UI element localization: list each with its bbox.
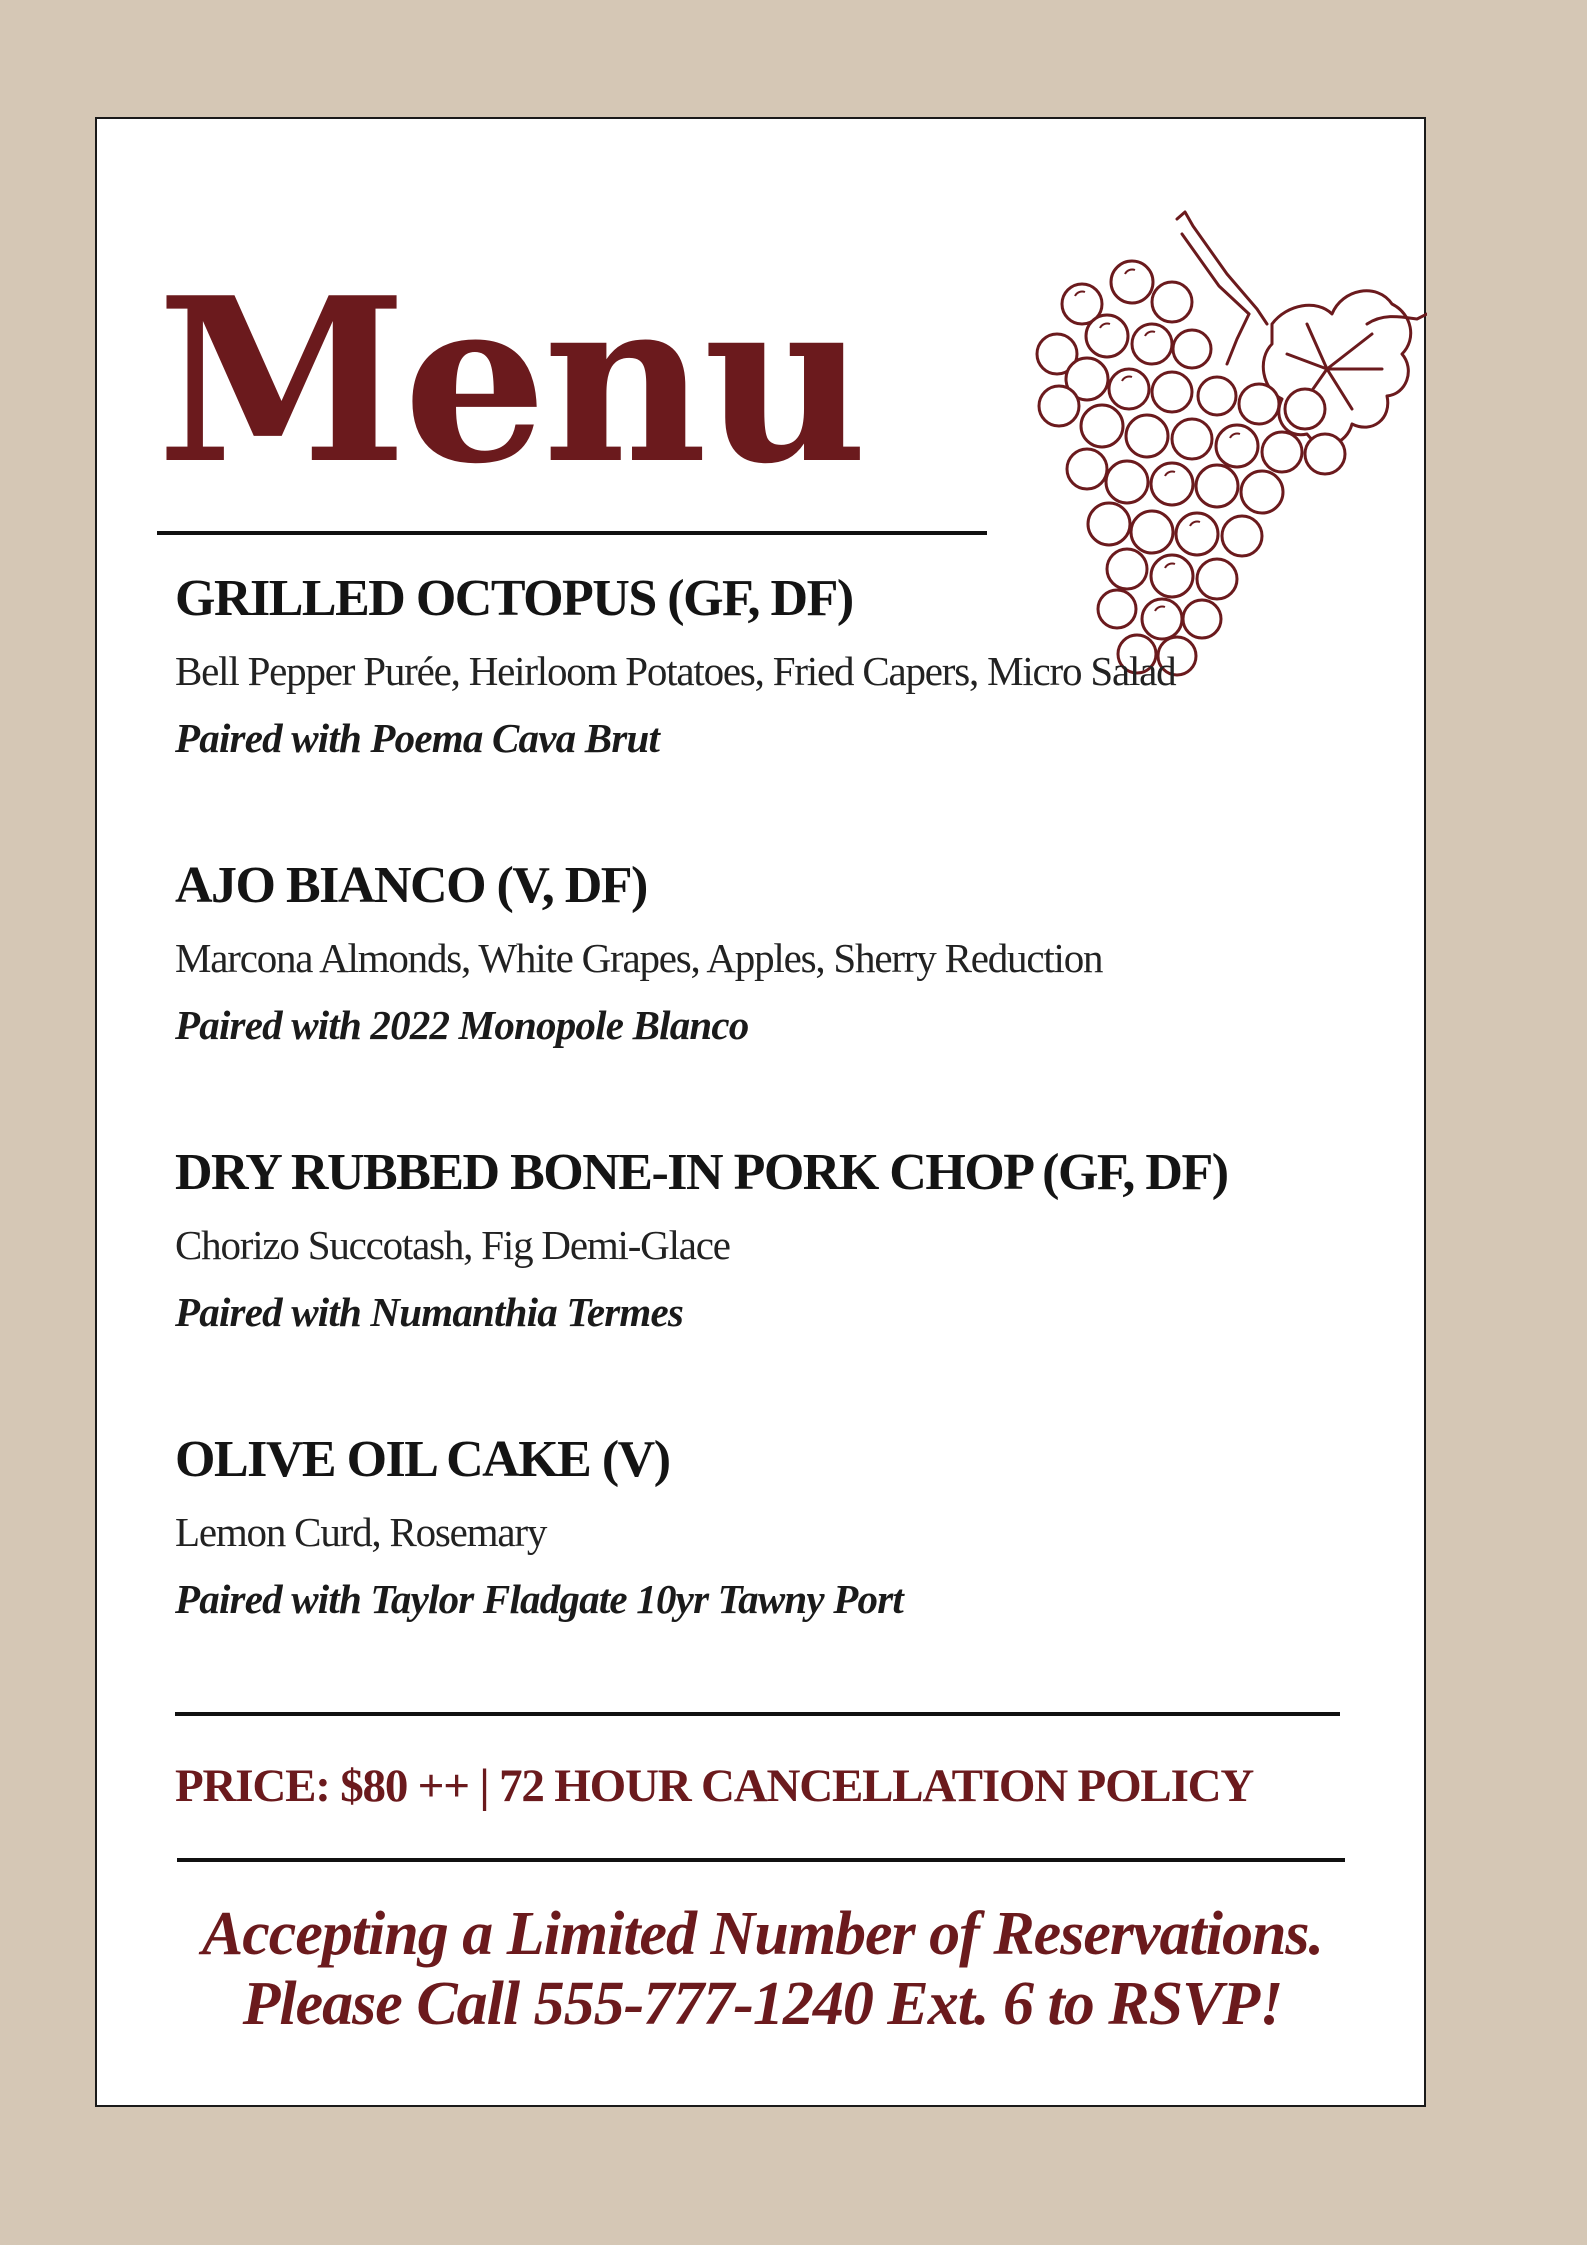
dish-description: Lemon Curd, Rosemary: [175, 1508, 547, 1555]
divider: [175, 1712, 1340, 1716]
rsvp-line-2: Please Call 555-777-1240 Ext. 6 to RSVP!: [242, 1970, 1283, 2039]
dish-description: Chorizo Succotash, Fig Demi-Glace: [175, 1221, 730, 1268]
divider: [177, 1858, 1345, 1862]
wine-pairing: Paired with Poema Cava Brut: [175, 714, 660, 761]
dish-name: AJO BIANCO (V, DF): [175, 857, 647, 914]
menu-card: [95, 117, 1426, 2107]
title-divider: [157, 531, 987, 535]
wine-pairing: Paired with Numanthia Termes: [175, 1288, 684, 1335]
rsvp-message: [97, 1899, 1428, 2039]
dish-name: OLIVE OIL CAKE (V): [175, 1431, 670, 1488]
menu-item: [175, 1143, 1405, 1337]
wine-pairing: Paired with 2022 Monopole Blanco: [175, 1001, 749, 1048]
menu-item: [175, 856, 1405, 1050]
menu-item: [175, 569, 1405, 763]
menu-item: [175, 1430, 1405, 1624]
price-policy: PRICE: $80 ++ | 72 HOUR CANCELLATION POLICY: [175, 1760, 1254, 1812]
rsvp-line-1: Accepting a Limited Number of Reservations.: [201, 1900, 1324, 1968]
dish-description: Marcona Almonds, White Grapes, Apples, Sherry Reduction: [175, 934, 1103, 981]
dish-description: Bell Pepper Purée, Heirloom Potatoes, Fried Capers, Micro Salad: [175, 647, 1176, 694]
dish-name: DRY RUBBED BONE-IN PORK CHOP (GF, DF): [175, 1144, 1228, 1201]
wine-pairing: Paired with Taylor Fladgate 10yr Tawny Port: [175, 1575, 903, 1622]
page-title: Menu: [157, 249, 864, 514]
dish-name: GRILLED OCTOPUS (GF, DF): [175, 570, 853, 627]
